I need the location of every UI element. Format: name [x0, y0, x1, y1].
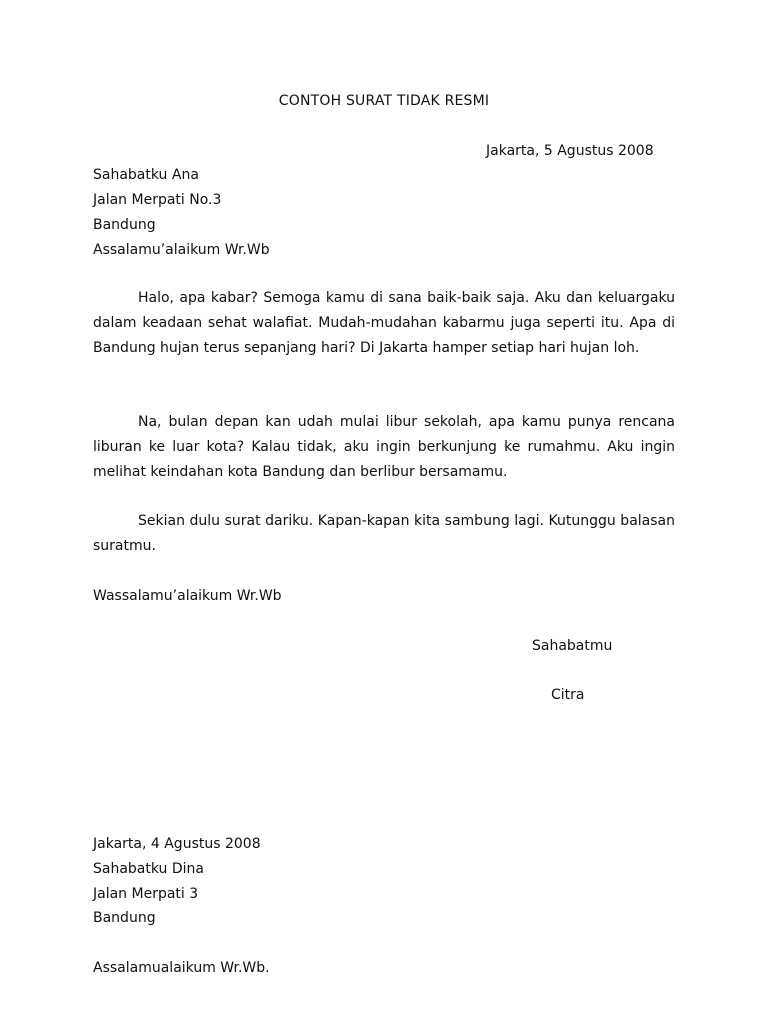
letter2-greeting: Assalamualaikum Wr.Wb.: [93, 960, 270, 976]
letter2-recipient-city: Bandung: [93, 910, 156, 926]
letter1-date: Jakarta, 5 Agustus 2008: [486, 143, 654, 159]
letter1-signer: Citra: [551, 687, 585, 703]
letter2-recipient-street: Jalan Merpati 3: [93, 886, 199, 902]
letter2-recipient-name: Sahabatku Dina: [93, 861, 204, 877]
document-title: CONTOH SURAT TIDAK RESMI: [278, 93, 490, 109]
letter1-recipient-name: Sahabatku Ana: [93, 167, 199, 183]
letter1-recipient-city: Bandung: [93, 217, 156, 233]
letter1-greeting: Assalamu’alaikum Wr.Wb: [93, 242, 270, 258]
letter1-closing: Wassalamu’alaikum Wr.Wb: [93, 588, 282, 604]
letter1-paragraph-2: Na, bulan depan kan udah mulai libur sekolah, apa kamu punya rencana liburan ke luar kota? Kalau tidak, aku ingin berkunjung ke rumahmu. Aku ingin melihat keindahan kota Bandung dan berlibur bersamamu.: [93, 414, 675, 480]
letter1-sign-off: Sahabatmu: [532, 638, 613, 654]
letter1-recipient-street: Jalan Merpati No.3: [93, 192, 222, 208]
letter1-paragraph-1: Halo, apa kabar? Semoga kamu di sana baik-baik saja. Aku dan keluargaku dalam keadaan sehat walafiat. Mudah-mudahan kabarmu juga seperti itu. Apa di Bandung hujan terus sepanjang hari? Di Jakarta hamper setiap hari hujan loh.: [93, 290, 675, 356]
letter1-paragraph-3: Sekian dulu surat dariku. Kapan-kapan kita sambung lagi. Kutunggu balasan suratmu.: [93, 513, 675, 554]
letter2-date: Jakarta, 4 Agustus 2008: [93, 836, 261, 852]
